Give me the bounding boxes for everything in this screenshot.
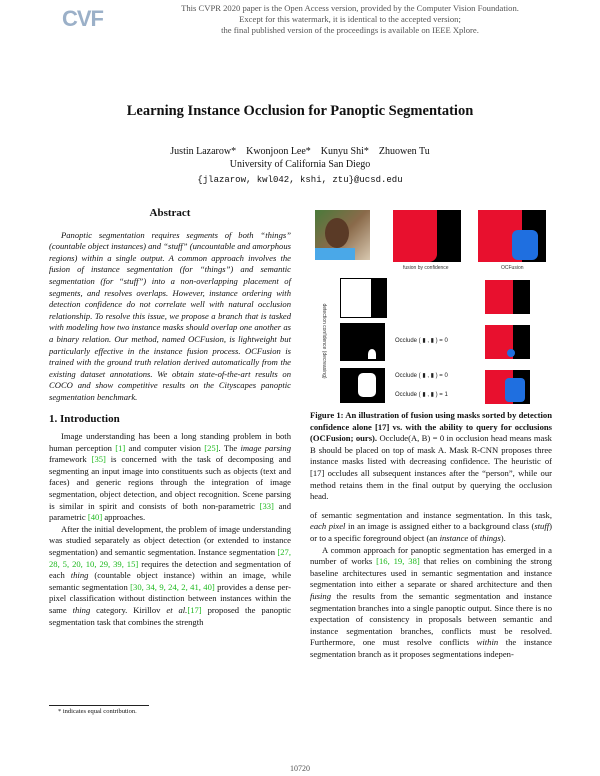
footnote-block bbox=[49, 697, 291, 716]
paper-title: Learning Instance Occlusion for Panoptic Segmentation bbox=[126, 103, 474, 119]
intro-paragraph bbox=[49, 431, 291, 524]
text-run: that relies on combining the strong baseline architectures used in semantic segmentation and instance segmentation into either a separate or shared architecture and then bbox=[310, 556, 552, 590]
photo-boy bbox=[315, 210, 370, 260]
text-run: provides a dense per-pixel classification without distinction between instances within the same bbox=[49, 581, 291, 615]
page-number: 10720 bbox=[290, 764, 310, 773]
emphasis: instance bbox=[439, 532, 469, 543]
citation-link[interactable]: [35] bbox=[91, 454, 106, 465]
citation-link[interactable]: [1] bbox=[115, 442, 126, 453]
text-run: the results from the semantic segmentation and instance segmentation branches into a single panoptic output. Since there is no expectation of consistency in proposals between semantic and instance segmentation branches, conflicts must be resolved. Furthermore, one must resolve conflicts bbox=[310, 590, 552, 648]
caption-bold: Figure 1: An illustration of fusion using masks sorted by detection confidence alone [17] vs. with the ability to query for occlusions (OCFusion; ours). bbox=[310, 410, 552, 444]
cvf-logo: CVF bbox=[62, 6, 103, 31]
mask-1 bbox=[340, 278, 387, 318]
body-paragraph bbox=[310, 545, 552, 661]
ocfusion-result bbox=[478, 210, 546, 262]
figure-caption bbox=[310, 410, 552, 503]
mask-2 bbox=[340, 323, 385, 361]
emphasis: et al. bbox=[166, 605, 188, 615]
emphasis: thing bbox=[72, 605, 91, 615]
emphasis: things bbox=[479, 532, 501, 543]
citation-link[interactable]: [30, 34, 9, 24, 2, 41, 40] bbox=[130, 581, 215, 592]
emphasis: fusing bbox=[310, 590, 332, 601]
footnote: * indicates equal contribution. bbox=[58, 708, 137, 715]
text-run: (countable object instance) within an image, while semantic segmentation bbox=[49, 570, 292, 592]
watermark bbox=[150, 3, 550, 36]
occlude-label: Occlude ( ▮ , ▮ ) = 0 bbox=[395, 373, 448, 379]
text-run: proposed the panoptic segmentation task that combines the strength bbox=[49, 605, 291, 627]
text-run: Image understanding has been a long standing problem in both human perception bbox=[49, 431, 291, 453]
footnote-rule bbox=[49, 705, 149, 706]
emphasis: each pixel bbox=[310, 521, 346, 532]
emphasis: stuff bbox=[534, 521, 550, 532]
watermark-line: This CVPR 2020 paper is the Open Access version, provided by the Computer Vision Foundation. bbox=[181, 3, 519, 13]
fusion-label: fusion by confidence bbox=[403, 265, 449, 271]
emphasis: within bbox=[476, 637, 499, 648]
text-run: ) or to a specific foreground object (an bbox=[310, 521, 552, 543]
result-2 bbox=[485, 325, 530, 359]
result-3 bbox=[485, 370, 530, 404]
intro-paragraph bbox=[49, 524, 291, 628]
occlude-label: Occlude ( ▮ , ▮ ) = 1 bbox=[395, 392, 448, 398]
fusion-confidence-result bbox=[393, 210, 461, 262]
mask-3 bbox=[340, 368, 385, 403]
occlude-label: Occlude ( ▮ , ▮ ) = 0 bbox=[395, 338, 448, 344]
emphasis: image parsing bbox=[240, 442, 291, 453]
abstract-text: Panoptic segmentation requires segments of both “things” (countable object instances) and “stuff” (uncountable and amorphous regions) within a single output. A common approach involves the fusion of instance segmentation (for “things”) and semantic segmentation (for “stuff”) into a non-overlapping placement of segments, and resolves overlaps. However, instance ordering with detection confidence do not correlate well with natural occlusion relationship. To resolve this issue, we propose a branch that is tasked with modeling how two instance masks should overlap one another as a binary relation. Our method, named OCFusion, is lightweight but particularly effective in the instance fusion process. OCFusion is trained with the ground truth relation derived automatically from the existing dataset annotations. We obtain state-of-the-art results on COCO and show competitive results on the Cityscapes panoptic segmentation benchmark. bbox=[49, 229, 291, 402]
affiliation: University of California San Diego bbox=[229, 159, 371, 170]
caption-text: Occlude(A, B) = 0 in occlusion head means mask B should be placed on top of mask A. Mask R-CNN proposes three instance masks listed with decreasing confidence. The heuristic of [17] occludes all subsequent instances after the “person”, while our method retains them in the final output by querying the occlusion head. bbox=[310, 433, 552, 502]
result-1 bbox=[485, 280, 530, 314]
authors: Justin Lazarow* Kwonjoon Lee* Kunyu Shi* Zhuowen Tu bbox=[170, 146, 430, 157]
text-run: . The bbox=[218, 442, 241, 453]
citation-link[interactable]: [40] bbox=[87, 512, 103, 523]
text-run: of bbox=[468, 532, 480, 543]
citation-link[interactable]: [17] bbox=[187, 605, 202, 615]
watermark-line: the final published version of the proceedings is available on IEEE Xplore. bbox=[221, 25, 479, 35]
text-run: After the initial development, the problem of image understanding was studied separately as object detection (or extended to instance segmentation) and semantic segmentation. Instance segmentation bbox=[49, 523, 291, 558]
text-run: approaches. bbox=[102, 512, 146, 523]
axis-label: detection confidence (decreasing) bbox=[321, 303, 327, 379]
citation-link[interactable]: [16, 19, 38] bbox=[376, 556, 420, 567]
text-run: of semantic segmentation and instance segmentation. In this task, bbox=[310, 509, 552, 520]
figure-1 bbox=[315, 210, 555, 405]
emails: {jlazarow, kwl042, kshi, ztu}@ucsd.edu bbox=[197, 175, 403, 185]
text-run: framework bbox=[49, 454, 92, 465]
text-run: is concerned with the task of decomposing and segmenting an input image into constituents such as objects (text and faces) and generic regions through the integration of image segmentation, object detection, and object recognition. Scene parsing is similar in spirit and consists of both non-parametric bbox=[49, 454, 291, 511]
intro-heading: 1. Introduction bbox=[49, 412, 120, 425]
text-run: category. Kirillov bbox=[90, 605, 167, 615]
text-run: requires the detection and segmentation of each bbox=[49, 558, 291, 581]
watermark-line: Except for this watermark, it is identical to the accepted version; bbox=[239, 14, 461, 24]
ocfusion-label: OCFusion bbox=[501, 265, 524, 271]
text-run: in an image is assigned either to a background class ( bbox=[345, 521, 535, 532]
emphasis: thing bbox=[70, 570, 89, 581]
citation-link[interactable]: [33] bbox=[259, 500, 274, 511]
text-run: A common approach for panoptic segmentation has emerged in a number of works bbox=[310, 544, 552, 567]
citation-link[interactable]: [27, 28, 5, 20, 10, 29, 39, 15] bbox=[49, 547, 291, 569]
text-run: and parametric bbox=[49, 500, 291, 523]
text-run: the instance segmentation branch as it proposes segmentations indepen- bbox=[310, 637, 552, 659]
right-column bbox=[310, 410, 552, 660]
left-column bbox=[49, 208, 291, 716]
text-run: ). bbox=[500, 532, 506, 543]
text-run: and computer vision bbox=[125, 442, 205, 453]
abstract-heading: Abstract bbox=[149, 207, 191, 219]
body-paragraph bbox=[310, 510, 552, 545]
citation-link[interactable]: [25] bbox=[204, 442, 219, 453]
